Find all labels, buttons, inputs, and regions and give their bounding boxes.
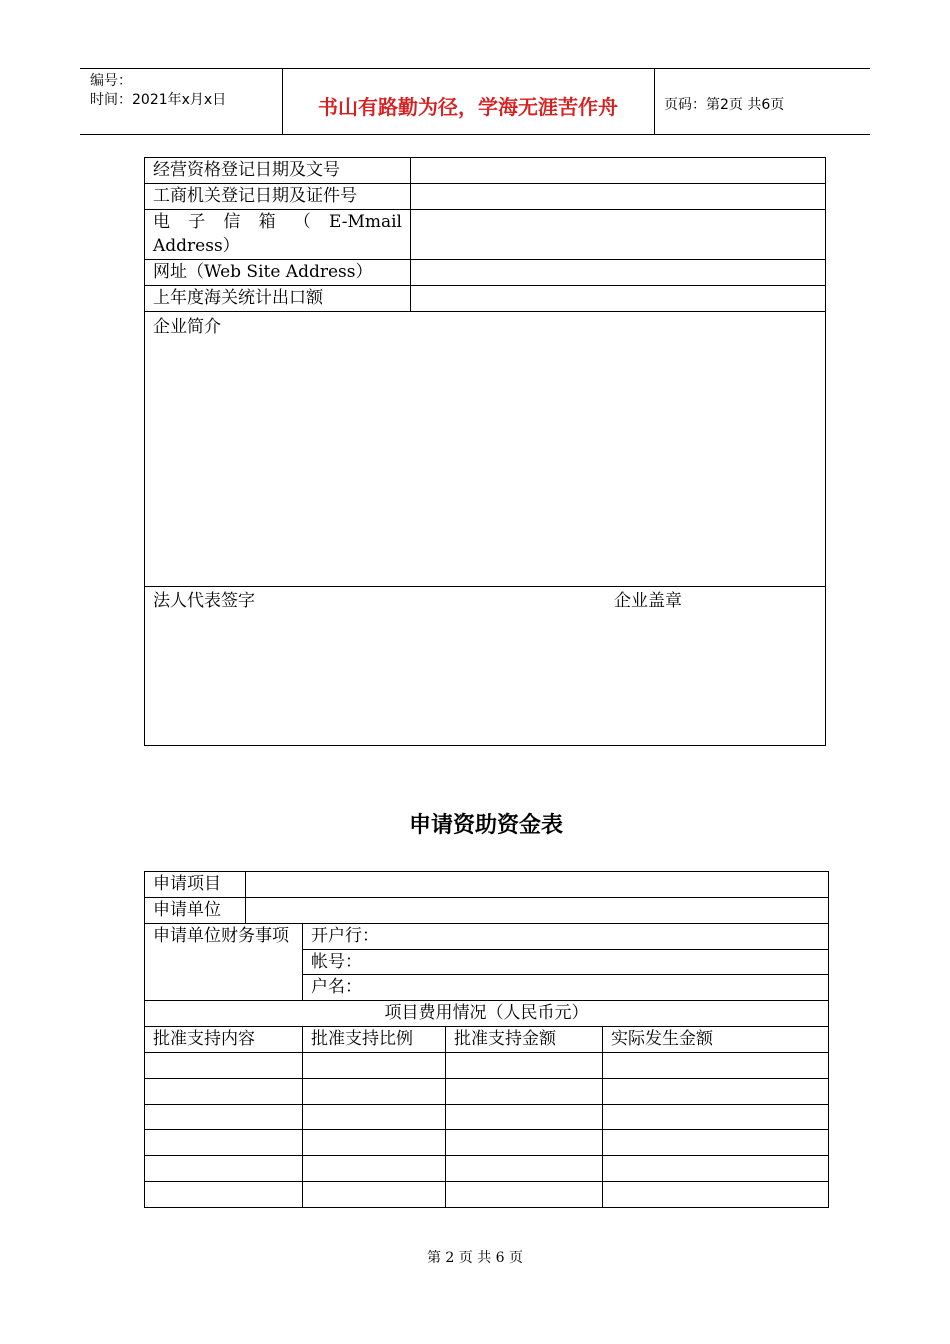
- account-field[interactable]: [303, 950, 829, 975]
- section-title: 申请资助资金表: [408, 813, 563, 838]
- signature-label: 法人代表签字: [153, 591, 255, 611]
- time-label: 时间：2021年x月x日: [90, 92, 227, 108]
- column-header: 批准支持比例: [303, 1027, 446, 1053]
- page-footer: 第 2 页 共 6 页: [426, 1250, 524, 1266]
- table-row: [145, 1079, 829, 1105]
- bank-field[interactable]: [303, 924, 829, 950]
- form-value-field[interactable]: [411, 210, 826, 260]
- seal-label: 企业盖章: [614, 591, 682, 611]
- form-label: 工商机关登记日期及证件号: [145, 184, 411, 210]
- column-header: 批准支持金额: [446, 1027, 603, 1053]
- form-label: 网址（Web Site Address）: [145, 260, 411, 286]
- header-meta: [90, 72, 226, 110]
- table-cell[interactable]: [145, 1053, 303, 1079]
- table-cell[interactable]: [303, 1105, 446, 1130]
- table-cell[interactable]: [145, 1105, 303, 1130]
- table-cell[interactable]: [446, 1182, 603, 1208]
- table-cell[interactable]: [446, 1079, 603, 1105]
- intro-label: 企业简介: [153, 317, 221, 337]
- signature-area[interactable]: [145, 587, 826, 746]
- column-header: 实际发生金额: [603, 1027, 829, 1053]
- header-motto: 书山有路勤为径，学海无涯苦作舟: [318, 95, 618, 119]
- table-row: [145, 1130, 829, 1156]
- account-label: 帐号：: [311, 952, 362, 972]
- form-value-field[interactable]: [411, 286, 826, 312]
- table-row: [145, 1182, 829, 1208]
- bank-label: 开户行：: [311, 926, 379, 946]
- table-cell[interactable]: [603, 1079, 829, 1105]
- table-row: [145, 1053, 829, 1079]
- form-value-field[interactable]: [411, 260, 826, 286]
- table-cell[interactable]: [603, 1053, 829, 1079]
- unit-field[interactable]: [246, 898, 829, 924]
- form-label: 上年度海关统计出口额: [145, 286, 411, 312]
- form-label: 申请项目: [145, 872, 246, 898]
- table-cell[interactable]: [446, 1156, 603, 1182]
- page-header: [80, 68, 870, 135]
- form-value-field[interactable]: [411, 184, 826, 210]
- table-cell[interactable]: [603, 1182, 829, 1208]
- table-cell[interactable]: [145, 1182, 303, 1208]
- table-cell[interactable]: [145, 1156, 303, 1182]
- table-cell[interactable]: [603, 1105, 829, 1130]
- table-cell[interactable]: [603, 1156, 829, 1182]
- form-value-field[interactable]: [411, 158, 826, 184]
- enterprise-intro-field[interactable]: [145, 312, 826, 587]
- table-cell[interactable]: [303, 1053, 446, 1079]
- header-divider: [654, 69, 655, 135]
- form-label: [145, 210, 411, 260]
- table-cell[interactable]: [303, 1156, 446, 1182]
- table-cell[interactable]: [303, 1079, 446, 1105]
- table-row: [145, 1105, 829, 1130]
- cost-header: 项目费用情况（人民币元）: [145, 1001, 829, 1027]
- table-cell[interactable]: [303, 1182, 446, 1208]
- name-field[interactable]: [303, 975, 829, 1001]
- number-label: 编号：: [90, 73, 132, 89]
- email-label-line2: Address）: [153, 236, 240, 256]
- table-cell[interactable]: [303, 1130, 446, 1156]
- form-label: 申请单位: [145, 898, 246, 924]
- table-cell[interactable]: [446, 1053, 603, 1079]
- form-label: 申请单位财务事项: [145, 924, 303, 1001]
- email-label-line1: 电 子 信 箱 （ E-Mmail: [153, 212, 402, 232]
- table-cell[interactable]: [603, 1130, 829, 1156]
- table-cell[interactable]: [446, 1130, 603, 1156]
- project-field[interactable]: [246, 872, 829, 898]
- table-row: [145, 1156, 829, 1182]
- enterprise-info-form: [144, 157, 826, 746]
- page-info: 页码：第2页 共6页: [664, 97, 785, 113]
- column-header: 批准支持内容: [145, 1027, 303, 1053]
- table-cell[interactable]: [145, 1130, 303, 1156]
- form-label: 经营资格登记日期及文号: [145, 158, 411, 184]
- name-label: 户名：: [311, 977, 362, 997]
- table-cell[interactable]: [446, 1105, 603, 1130]
- funding-application-table: [144, 871, 829, 1208]
- table-cell[interactable]: [145, 1079, 303, 1105]
